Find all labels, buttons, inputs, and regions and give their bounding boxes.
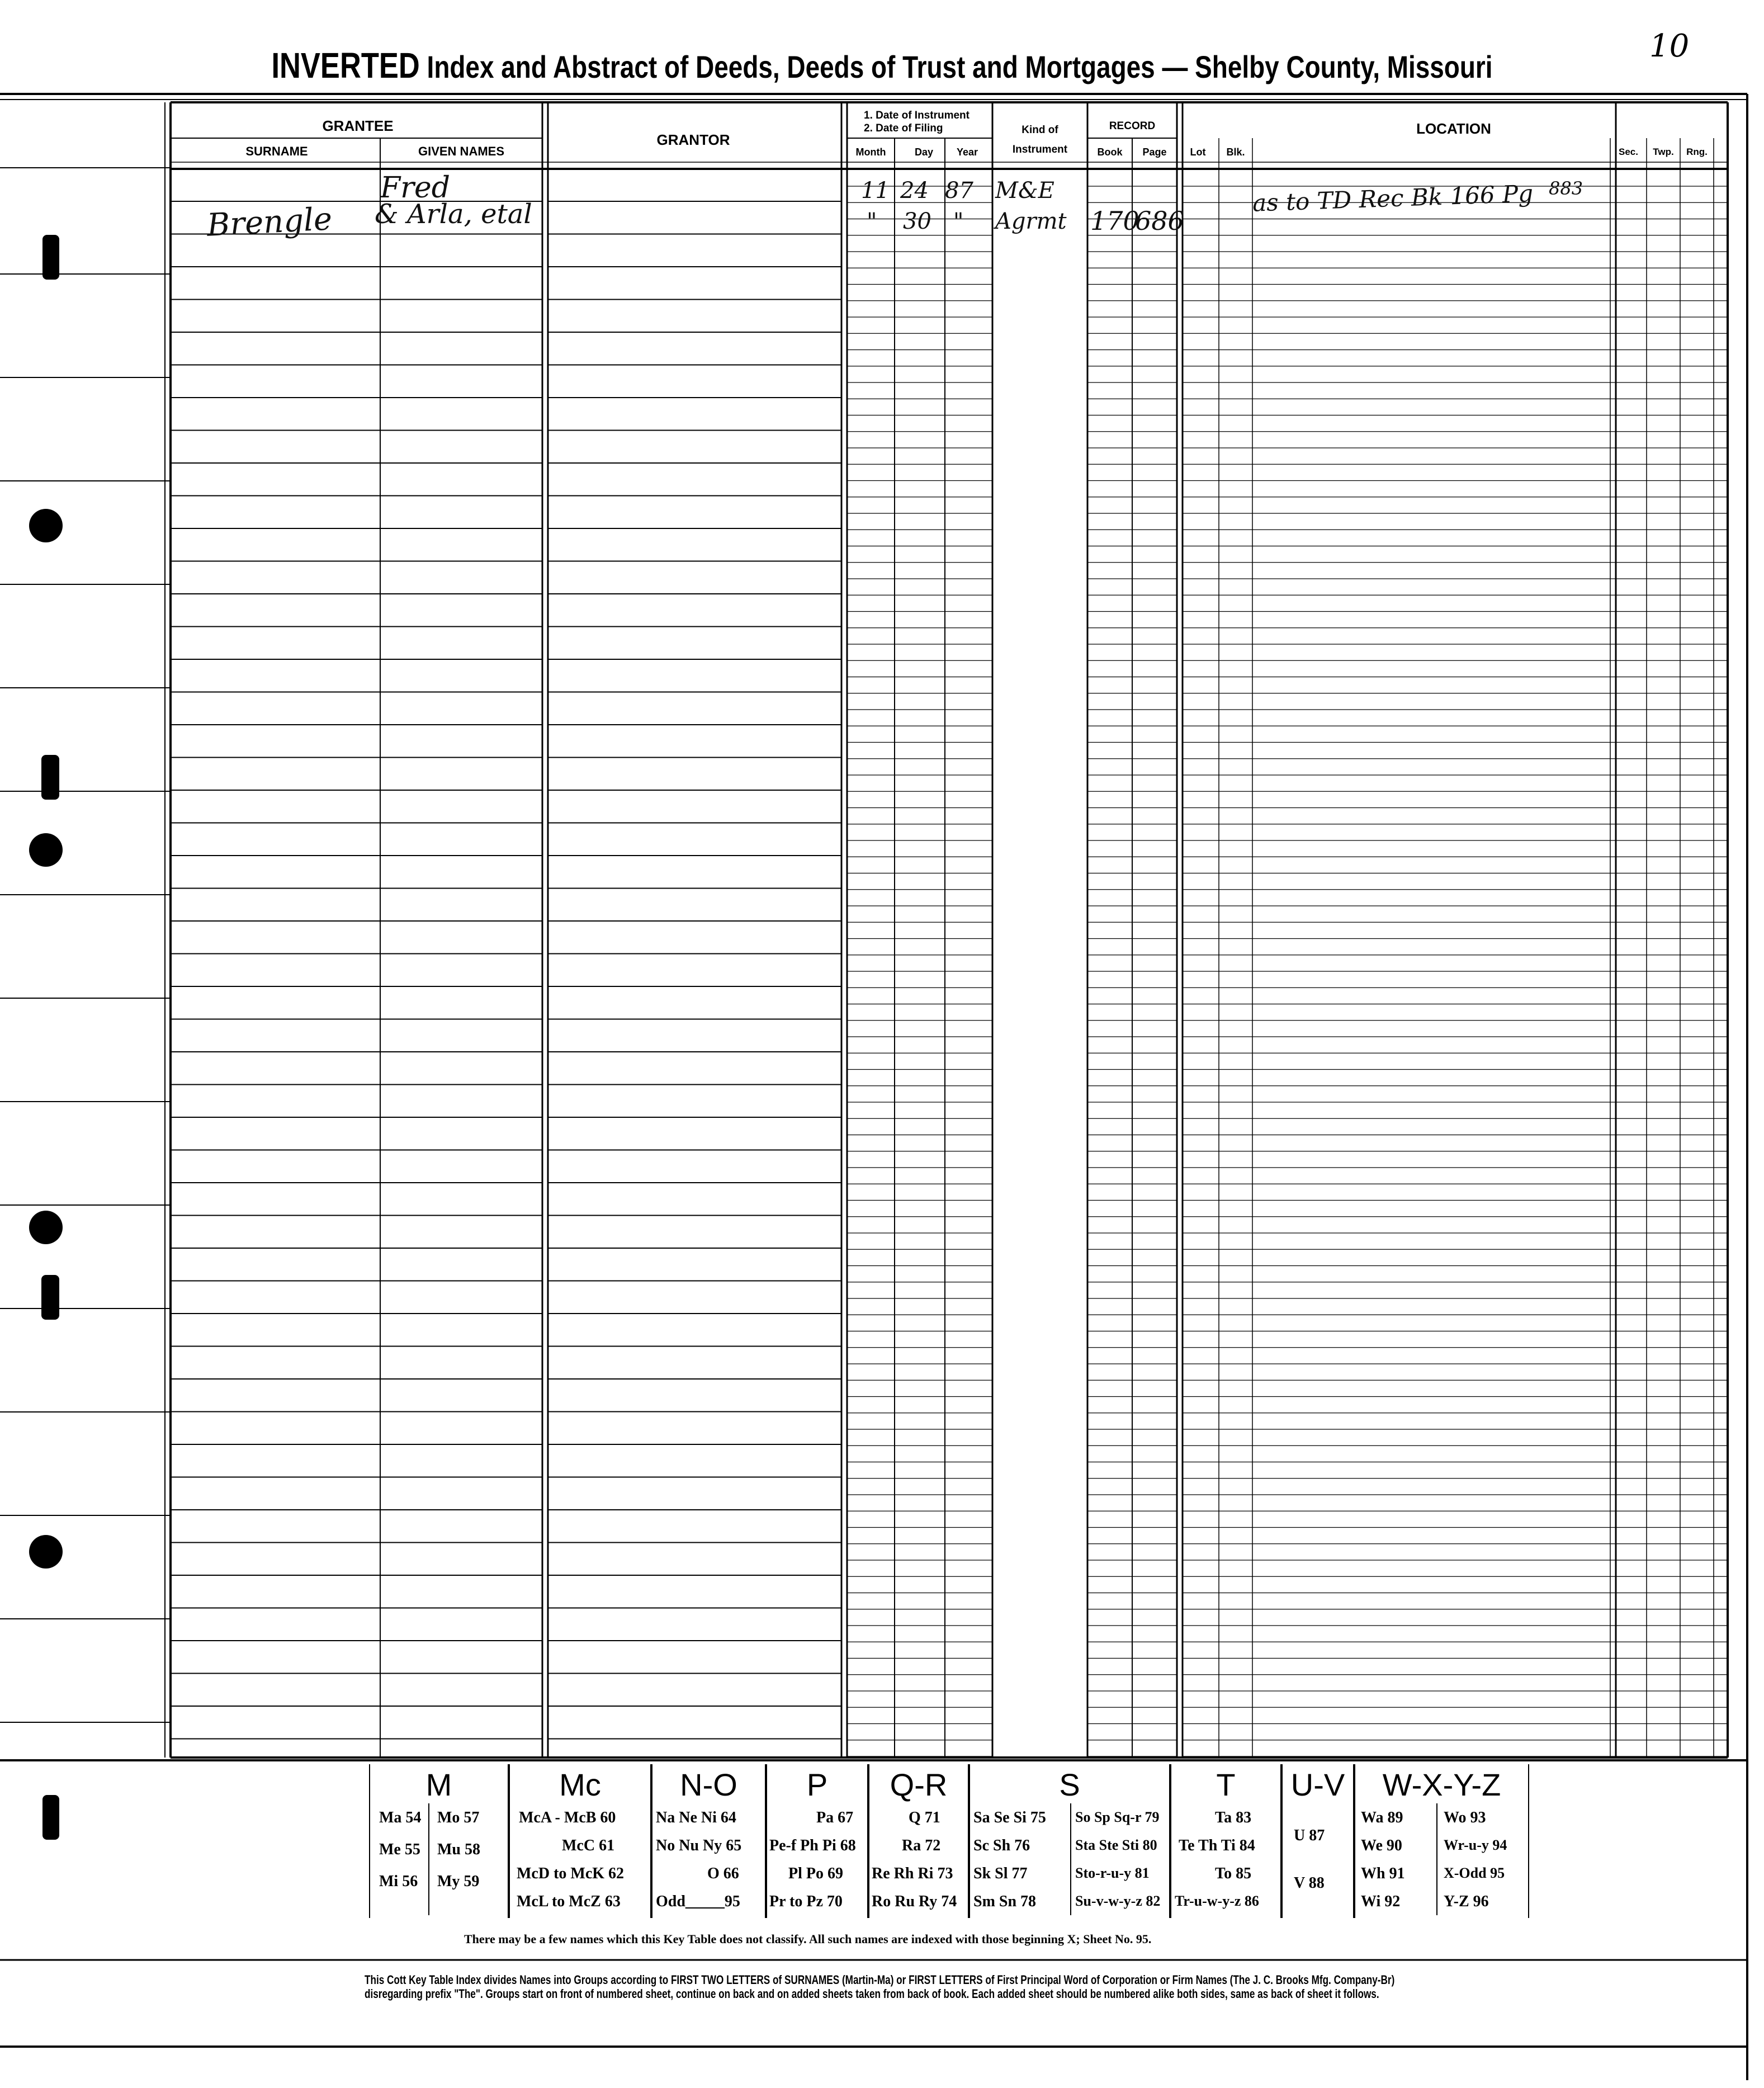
key-group-u-v bbox=[1281, 1764, 1354, 1918]
key-entry: Ta 83 bbox=[1215, 1809, 1252, 1826]
key-entry: U 87 bbox=[1294, 1827, 1325, 1844]
key-entry: Sto-r-u-y 81 bbox=[1075, 1865, 1150, 1881]
key-entry: Sc Sh 76 bbox=[973, 1837, 1030, 1854]
entry-location-page: 883 bbox=[1549, 178, 1583, 199]
key-entry: Mi 56 bbox=[379, 1873, 418, 1890]
punch-hole bbox=[42, 1795, 59, 1840]
key-entry: Pl Po 69 bbox=[788, 1865, 843, 1882]
header-kind-line1: Kind of bbox=[1021, 124, 1058, 136]
key-group-s bbox=[969, 1764, 1170, 1918]
key-entry: No Nu Ny 65 bbox=[656, 1837, 742, 1854]
entry-instrument-day: 24 bbox=[900, 178, 929, 204]
header-record: RECORD bbox=[1109, 120, 1156, 132]
key-entry: Wa 89 bbox=[1361, 1809, 1403, 1826]
key-group-label: M bbox=[425, 1767, 452, 1802]
footer-line-1: This Cott Key Table Index divides Names into Groups according to FIRST TWO LETTERS of SURNAMES (Martin-Ma) or FIRST LETTERS of First Principal Word of Corporation or Firm Names (The J. C. Brooks Mfg. Company-Br) bbox=[365, 1973, 1395, 1987]
key-entry: So Sp Sq-r 79 bbox=[1075, 1809, 1160, 1825]
punch-hole bbox=[29, 509, 63, 542]
key-group-t bbox=[1170, 1764, 1281, 1918]
key-entry: My 59 bbox=[437, 1873, 480, 1890]
entry-surname: Brengle bbox=[206, 201, 333, 244]
key-entry: To 85 bbox=[1215, 1865, 1252, 1882]
key-entry: Su-v-w-y-z 82 bbox=[1075, 1893, 1161, 1909]
key-entry: Me 55 bbox=[379, 1841, 420, 1858]
entry-instrument-year: 87 bbox=[945, 178, 973, 204]
key-entry: Q 71 bbox=[909, 1809, 940, 1826]
header-kind-line2: Instrument bbox=[1012, 144, 1068, 155]
header-grantee: GRANTEE bbox=[322, 117, 394, 134]
header-sec: Sec. bbox=[1619, 147, 1638, 157]
key-group-label: T bbox=[1216, 1767, 1236, 1802]
entry-given-names-line1: Fred bbox=[380, 171, 450, 205]
key-group-m bbox=[369, 1764, 509, 1918]
header-location: LOCATION bbox=[1416, 120, 1491, 137]
key-entry: Wi 92 bbox=[1361, 1893, 1401, 1910]
key-entry: Mu 58 bbox=[437, 1841, 480, 1858]
key-entry: Mo 57 bbox=[437, 1809, 480, 1826]
header-given-names: GIVEN NAMES bbox=[418, 144, 505, 158]
key-entry: Na Ne Ni 64 bbox=[656, 1809, 736, 1826]
key-entry: Sta Ste Sti 80 bbox=[1075, 1837, 1157, 1853]
key-entry: Ma 54 bbox=[379, 1809, 422, 1826]
header-lot: Lot bbox=[1190, 147, 1206, 158]
key-entry: X-Odd 95 bbox=[1444, 1865, 1505, 1881]
punch-hole bbox=[29, 1535, 63, 1569]
header-twp: Twp. bbox=[1653, 147, 1674, 157]
key-group-n-o bbox=[651, 1764, 766, 1918]
key-group-q-r bbox=[868, 1764, 969, 1918]
entry-book: 170 bbox=[1090, 206, 1139, 236]
key-group-label: W-X-Y-Z bbox=[1382, 1767, 1501, 1802]
key-entry: Pr to Pz 70 bbox=[769, 1893, 843, 1910]
punch-hole bbox=[41, 1275, 59, 1320]
header-book: Book bbox=[1097, 147, 1123, 158]
key-entry: Sa Se Si 75 bbox=[973, 1809, 1046, 1826]
key-entry: Sm Sn 78 bbox=[973, 1893, 1037, 1910]
key-table-note: There may be a few names which this Key Table does not classify. All such names are indexed with those beginning X; Sheet No. 95. bbox=[464, 1932, 1152, 1946]
page-number: 10 bbox=[1649, 28, 1690, 64]
punch-hole bbox=[29, 833, 63, 867]
header-blk: Blk. bbox=[1226, 147, 1245, 158]
key-group-label: N-O bbox=[680, 1767, 737, 1802]
key-group-label: S bbox=[1059, 1767, 1080, 1802]
footer-line-2: disregarding prefix "The". Groups start on front of numbered sheet, continue on back and on added sheets taken from back of book. Each added sheet should be numbered alike both sides, same as back of sheet it follows. bbox=[365, 1987, 1379, 2001]
key-entry: McL to McZ 63 bbox=[517, 1893, 621, 1910]
key-group-p bbox=[766, 1764, 868, 1918]
header-grantor: GRANTOR bbox=[656, 131, 730, 148]
key-entry: O 66 bbox=[707, 1865, 739, 1882]
key-entry: McC 61 bbox=[562, 1837, 615, 1854]
key-entry: Te Th Ti 84 bbox=[1179, 1837, 1255, 1854]
header-year: Year bbox=[956, 147, 978, 158]
key-table bbox=[369, 1764, 1529, 1918]
punch-hole bbox=[42, 235, 59, 280]
key-group-mc bbox=[509, 1764, 651, 1918]
key-entry: Ro Ru Ry 74 bbox=[872, 1893, 957, 1910]
title-rest: Index and Abstract of Deeds, Deeds of Trust and Mortgages — Shelby County, Missouri bbox=[427, 49, 1493, 84]
key-entry: Wh 91 bbox=[1361, 1865, 1405, 1882]
key-entry: McA - McB 60 bbox=[519, 1809, 616, 1826]
header-rng: Rng. bbox=[1686, 147, 1708, 157]
key-entry: We 90 bbox=[1361, 1837, 1402, 1854]
header-day: Day bbox=[914, 147, 934, 158]
entry-instrument-month: 11 bbox=[861, 178, 890, 204]
key-entry: Y-Z 96 bbox=[1444, 1893, 1489, 1910]
entry-location: as to TD Rec Bk 166 Pg bbox=[1252, 179, 1534, 217]
key-entry: Tr-u-w-y-z 86 bbox=[1175, 1893, 1259, 1909]
key-entry: Odd_____95 bbox=[656, 1893, 740, 1910]
key-group-w-x-y-z bbox=[1354, 1764, 1529, 1918]
key-group-label: U-V bbox=[1290, 1767, 1345, 1802]
entry-filing-year: " bbox=[953, 209, 964, 234]
entry-given-names-line2: & Arla, etal bbox=[375, 199, 532, 230]
header-date-line2: 2. Date of Filing bbox=[864, 122, 943, 134]
key-entry: Wr-u-y 94 bbox=[1444, 1837, 1507, 1853]
key-group-label: Q-R bbox=[890, 1767, 948, 1802]
key-entry: Ra 72 bbox=[902, 1837, 941, 1854]
key-group-label: P bbox=[806, 1767, 828, 1802]
key-entry: Sk Sl 77 bbox=[973, 1865, 1028, 1882]
key-entry: Pe-f Ph Pi 68 bbox=[769, 1837, 856, 1854]
header-surname: SURNAME bbox=[245, 144, 308, 158]
key-entry: Wo 93 bbox=[1444, 1809, 1486, 1826]
key-entry: McD to McK 62 bbox=[517, 1865, 625, 1882]
punch-hole bbox=[29, 1211, 63, 1244]
title-lead: INVERTED bbox=[271, 45, 420, 86]
header-date-line1: 1. Date of Instrument bbox=[864, 110, 970, 121]
entry-filing-month: " bbox=[867, 209, 877, 234]
key-entry: V 88 bbox=[1294, 1874, 1325, 1892]
entry-filing-day: 30 bbox=[903, 209, 931, 234]
header-month: Month bbox=[855, 147, 886, 158]
entry-kind-line2: Agrmt bbox=[995, 209, 1067, 234]
key-entry: Pa 67 bbox=[816, 1809, 854, 1826]
key-entry: Re Rh Ri 73 bbox=[872, 1865, 953, 1882]
punch-hole bbox=[41, 755, 59, 800]
key-group-label: Mc bbox=[559, 1767, 601, 1802]
entry-kind-line1: M&E bbox=[995, 178, 1054, 204]
header-page: Page bbox=[1142, 147, 1167, 158]
entry-page: 686 bbox=[1135, 206, 1184, 236]
